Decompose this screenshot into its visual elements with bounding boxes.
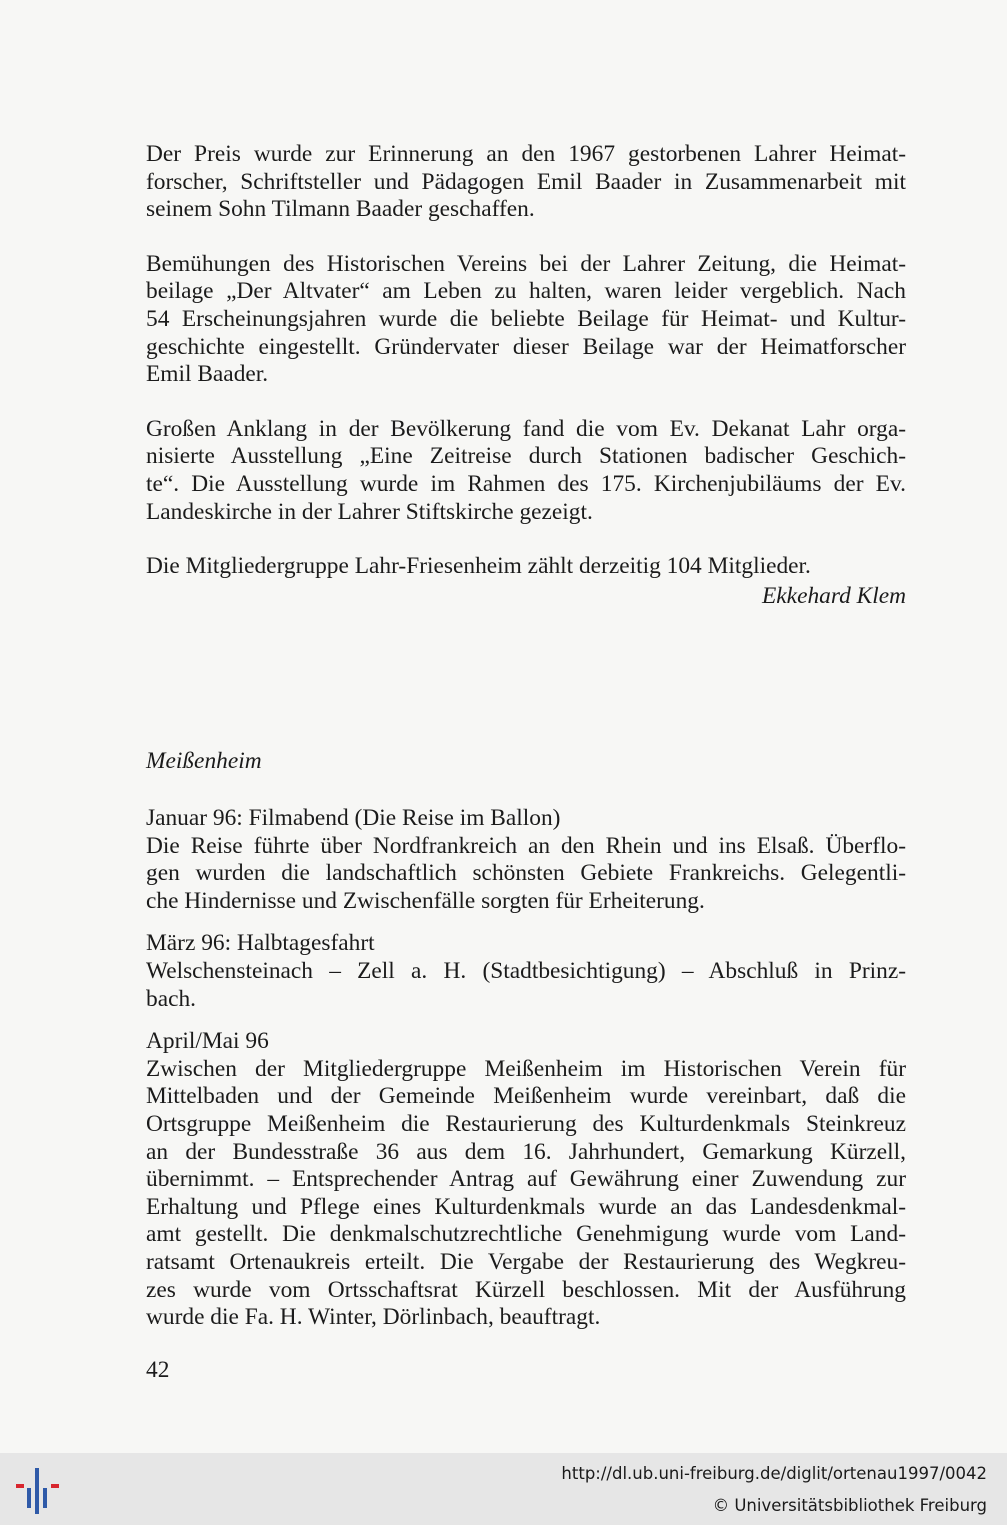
footer-copyright: © Universitätsbibliothek Freiburg — [712, 1496, 987, 1515]
bottom-text-block — [146, 805, 906, 1332]
text-line: Ortsgruppe Meißenheim die Restaurierung des Kulturdenkmals Steinkreuz — [146, 1110, 906, 1137]
text-line: Bemühungen des Historischen Vereins bei der Lahrer Zeitung, die Heimat- — [146, 250, 906, 277]
top-text-block — [146, 141, 906, 581]
text-line: zes wurde vom Ortsschaftsrat Kürzell beschlossen. Mit der Ausführung — [146, 1276, 906, 1303]
text-line: Großen Anklang in der Bevölkerung fand die vom Ev. Dekanat Lahr orga- — [146, 415, 906, 442]
footer-url-link[interactable]: http://dl.ub.uni-freiburg.de/diglit/ortenau1997/0042 — [561, 1464, 987, 1483]
text-line: Die Reise führte über Nordfrankreich an den Rhein und ins Elsaß. Überflo- — [146, 832, 906, 859]
text-line: bach. — [146, 985, 197, 1012]
text-line: April/Mai 96 — [146, 1028, 269, 1055]
text-line: che Hindernisse und Zwischenfälle sorgten für Erheiterung. — [146, 887, 705, 914]
paragraph-januar — [146, 805, 906, 915]
text-line: Landeskirche in der Lahrer Stiftskirche gezeigt. — [146, 498, 593, 525]
ub-freiburg-logo-icon — [14, 1464, 64, 1516]
text-line: Die Mitgliedergruppe Lahr-Friesenheim zählt derzeitig 104 Mitglieder. — [146, 553, 811, 580]
text-line: Welschensteinach – Zell a. H. (Stadtbesichtigung) – Abschluß in Prinz- — [146, 957, 906, 984]
text-line: März 96: Halbtagesfahrt — [146, 930, 375, 957]
footer-bar — [0, 1453, 1007, 1525]
text-line: nisierte Ausstellung „Eine Zeitreise durch Stationen badischer Geschich- — [146, 443, 906, 470]
text-line: Mittelbaden und der Gemeinde Meißenheim wurde vereinbart, daß die — [146, 1083, 906, 1110]
text-line: Zwischen der Mitgliedergruppe Meißenheim im Historischen Verein für — [146, 1055, 906, 1082]
paragraph-altvater — [146, 251, 906, 389]
text-line: forscher, Schriftsteller und Pädagogen Emil Baader in Zusammenarbeit mit — [146, 168, 906, 195]
text-line: wurde die Fa. H. Winter, Dörlinbach, beauftragt. — [146, 1304, 601, 1331]
paragraph-april — [146, 1028, 906, 1332]
text-line: geschichte eingestellt. Gründervater dieser Beilage war der Heimatforscher — [146, 333, 906, 360]
page-number: 42 — [146, 1357, 170, 1383]
text-line: beilage „Der Altvater“ am Leben zu halten, waren leider vergeblich. Nach — [146, 278, 906, 305]
text-line: 54 Erscheinungsjahren wurde die beliebte Beilage für Heimat- und Kultur- — [146, 305, 906, 332]
text-line: an der Bundesstraße 36 aus dem 16. Jahrhundert, Gemarkung Kürzell, — [146, 1138, 906, 1165]
text-line: Emil Baader. — [146, 361, 269, 388]
paragraph-mitglieder — [146, 553, 906, 581]
paragraph-preis — [146, 141, 906, 224]
text-line: seinem Sohn Tilmann Baader geschaffen. — [146, 196, 535, 223]
text-line: gen wurden die landschaftlich schönsten Gebiete Frankreichs. Gelegentli- — [146, 860, 906, 887]
text-line: übernimmt. – Entsprechender Antrag auf Gewährung einer Zuwendung zur — [146, 1166, 906, 1193]
text-line: Januar 96: Filmabend (Die Reise im Ballon) — [146, 805, 561, 831]
section-title: Meißenheim — [146, 748, 262, 774]
text-line: Erhaltung und Pflege eines Kulturdenkmals wurde an das Landesdenkmal- — [146, 1193, 906, 1220]
paragraph-maerz — [146, 930, 906, 1013]
text-line: Der Preis wurde zur Erinnerung an den 1967 gestorbenen Lahrer Heimat- — [146, 141, 906, 167]
text-line: ratsamt Ortenaukreis erteilt. Die Vergabe der Restaurierung des Wegkreu- — [146, 1248, 906, 1275]
paragraph-ausstellung — [146, 416, 906, 526]
author-signature: Ekkehard Klem — [762, 583, 906, 609]
text-line: te“. Die Ausstellung wurde im Rahmen des 175. Kirchenjubiläums der Ev. — [146, 470, 906, 497]
text-line: amt gestellt. Die denkmalschutzrechtliche Genehmigung wurde vom Land- — [146, 1221, 906, 1248]
